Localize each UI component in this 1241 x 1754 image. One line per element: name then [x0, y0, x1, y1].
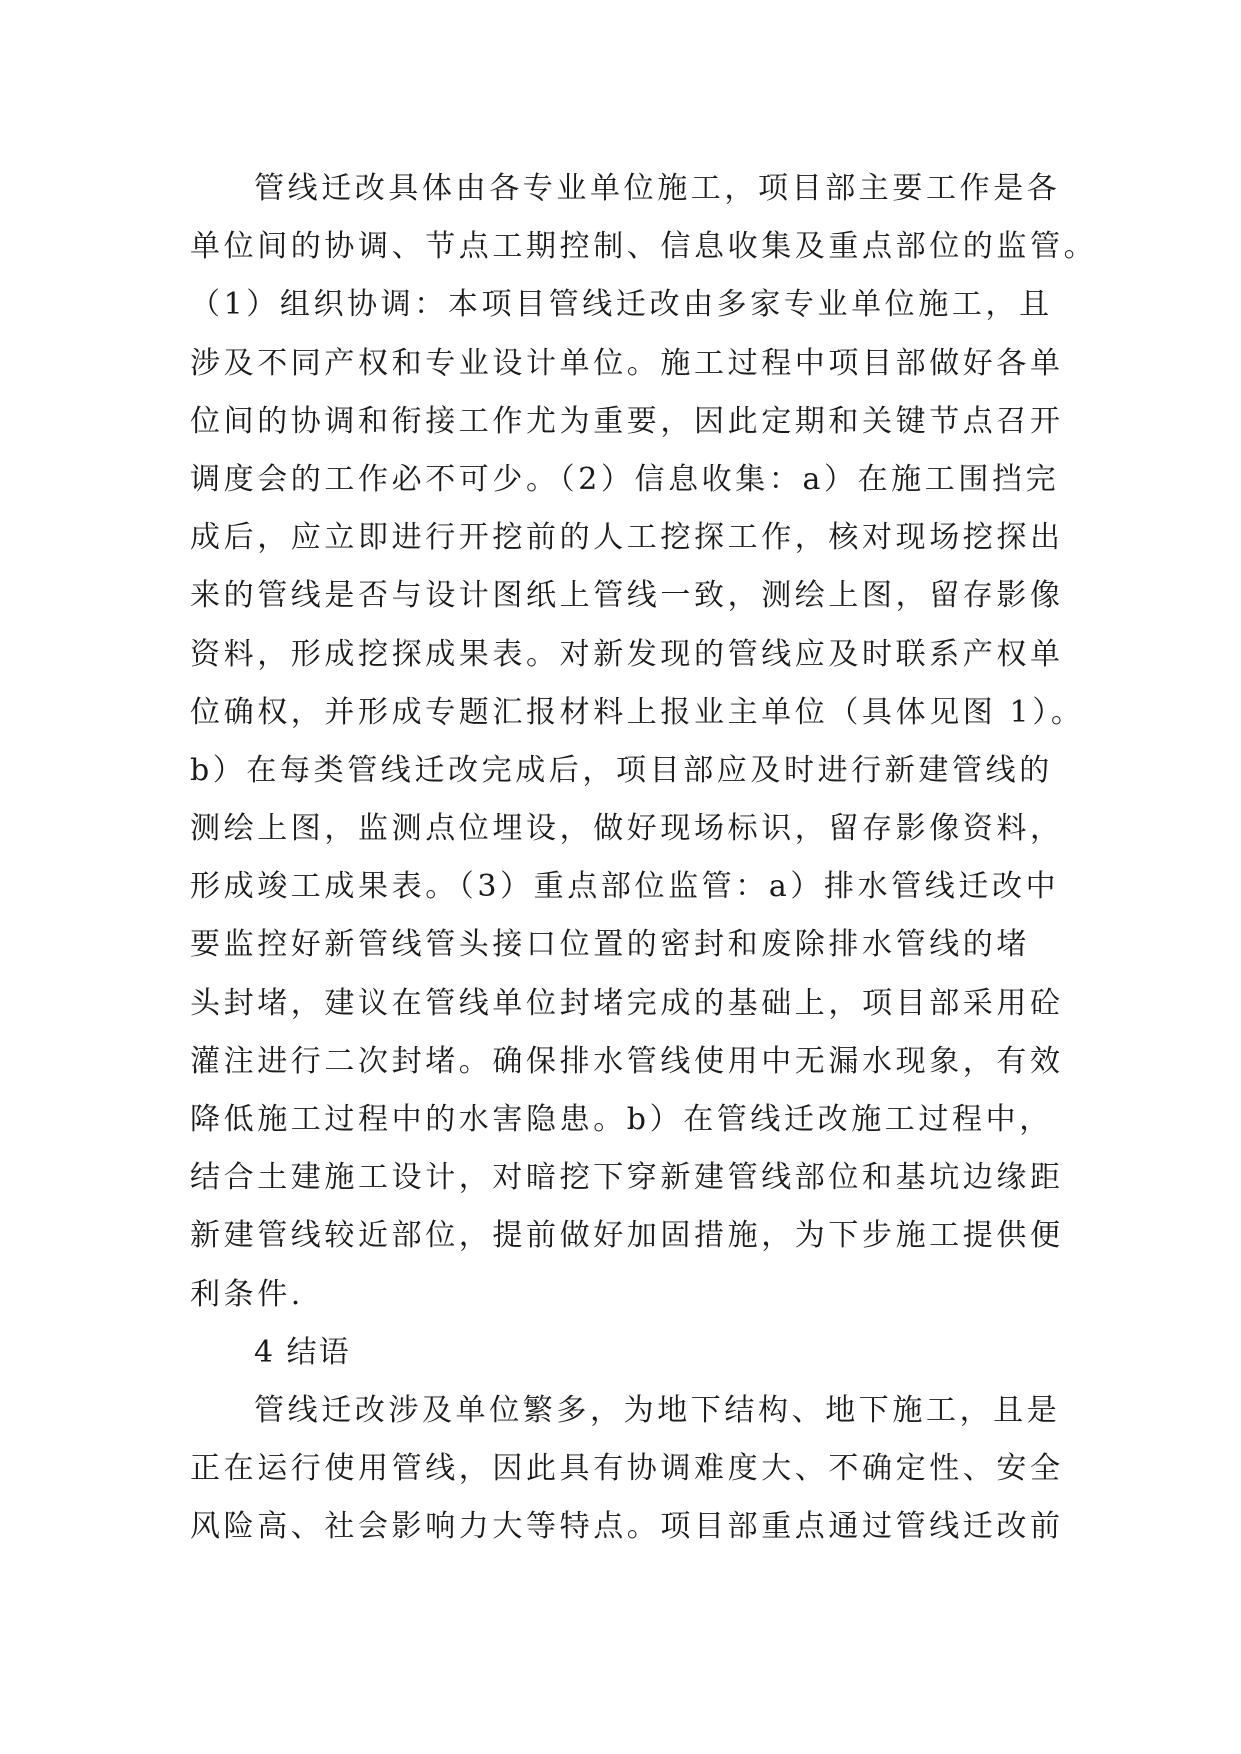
paragraph-line: 成后，应立即进行开挖前的人工挖探工作，核对现场挖探出 [190, 520, 1064, 556]
paragraph-line: 利条件. [190, 1276, 304, 1312]
paragraph-line: 结合土建施工设计，对暗挖下穿新建管线部位和基坑边缘距 [190, 1160, 1064, 1196]
paragraph-line: 涉及不同产权和专业设计单位。施工过程中项目部做好各单 [190, 345, 1064, 381]
paragraph-line: 来的管线是否与设计图纸上管线一致，测绘上图，留存影像 [190, 578, 1064, 614]
paragraph-line: 调度会的工作必不可少。（2）信息收集：a）在施工围挡完 [190, 461, 1060, 497]
paragraph-line: 位间的协调和衔接工作尤为重要，因此定期和关键节点召开 [190, 403, 1064, 439]
paragraph-line: 资料，形成挖探成果表。对新发现的管线应及时联系产权单 [190, 636, 1064, 672]
document-body [190, 160, 1098, 1557]
paragraph-line: 头封堵，建议在管线单位封堵完成的基础上，项目部采用砼 [190, 985, 1064, 1021]
paragraph-line: 风险高、社会影响力大等特点。项目部重点通过管线迁改前 [190, 1509, 1064, 1545]
paragraph-line: 要监控好新管线管头接口位置的密封和废除排水管线的堵 [190, 927, 1030, 963]
paragraph-line: b）在每类管线迁改完成后，项目部应及时进行新建管线的 [190, 752, 1053, 788]
paragraph-line: 正在运行使用管线，因此具有协调难度大、不确定性、安全 [190, 1451, 1064, 1487]
paragraph-line: 形成竣工成果表。（3）重点部位监管：a）排水管线迁改中 [190, 869, 1060, 905]
paragraph-line: 测绘上图，监测点位埋设，做好现场标识，留存影像资料， [190, 811, 1064, 847]
paragraph-line: 管线迁改具体由各专业单位施工，项目部主要工作是各 [254, 171, 1061, 206]
paragraph-line: 新建管线较近部位，提前做好加固措施，为下步施工提供便 [190, 1218, 1064, 1254]
paragraph-line: 管线迁改涉及单位繁多，为地下结构、地下施工，且是 [254, 1392, 1061, 1428]
section-heading: 4 结语 [254, 1334, 351, 1370]
paragraph-line: 灌注进行二次封堵。确保排水管线使用中无漏水现象，有效 [190, 1043, 1064, 1079]
paragraph-line: 降低施工过程中的水害隐患。b）在管线迁改施工过程中， [190, 1102, 1053, 1137]
paragraph-line: （1）组织协调：本项目管线迁改由多家专业单位施工，且 [190, 287, 1053, 323]
paragraph-line: 单位间的协调、节点工期控制、信息收集及重点部位的监管。 [190, 229, 1098, 265]
paragraph-line: 位确权，并形成专题汇报材料上报业主单位（具体见图 1）。 [190, 694, 1085, 730]
